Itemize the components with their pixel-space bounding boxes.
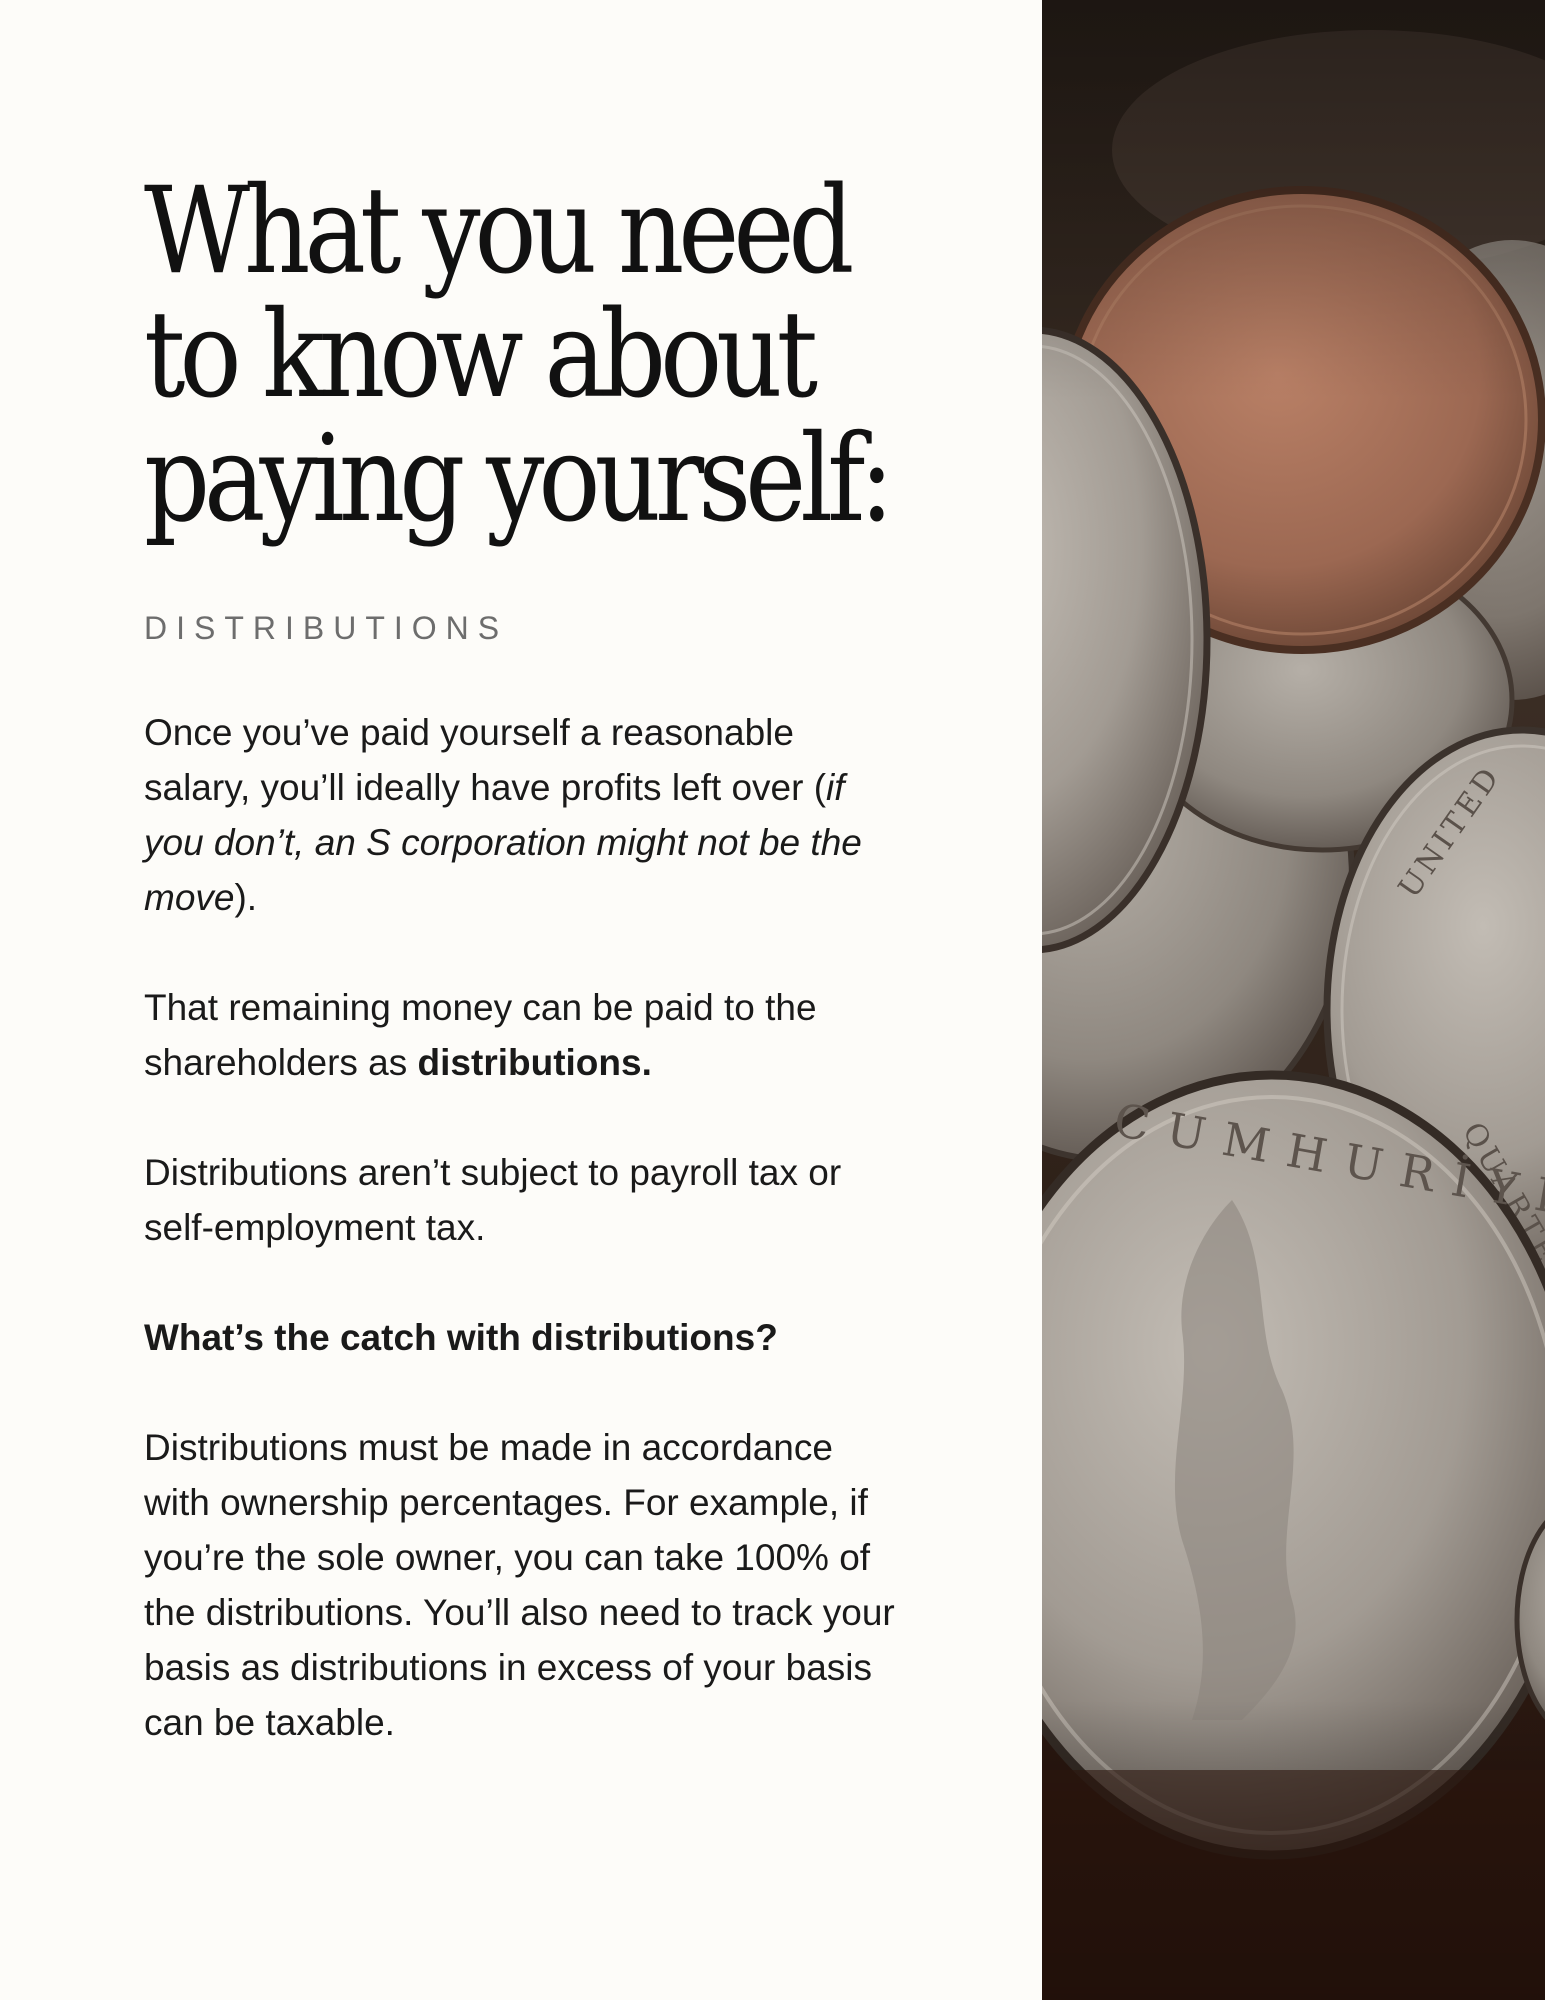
title-line-2: to know about: [144, 286, 813, 425]
paragraph-remaining-money-text: That remaining money can be paid to the shareholders as: [144, 987, 817, 1083]
paragraph-salary-italic: if you don’t, an S corporation might not be the move: [144, 767, 862, 918]
paragraph-salary-text: Once you’ve paid yourself a reasonable salary, you’ll ideally have profits left over (: [144, 712, 827, 808]
coins-photo: [1042, 0, 1545, 2000]
paragraph-salary: [144, 705, 904, 925]
catch-heading: [144, 1310, 904, 1365]
page-title: [144, 162, 889, 549]
paragraph-salary-end: ).: [234, 877, 258, 918]
body-copy: [144, 705, 904, 1805]
paragraph-remaining-money: [144, 980, 904, 1090]
photo-shading: [1042, 0, 1545, 2000]
distributions-keyword: distributions.: [417, 1042, 652, 1083]
catch-heading-text: What’s the catch with distributions?: [144, 1317, 778, 1358]
title-line-1: What you need: [144, 162, 849, 301]
title-line-3: paying yourself:: [144, 410, 889, 549]
paragraph-tax-exempt: Distributions aren’t subject to payroll tax or self-employment tax.: [144, 1152, 842, 1248]
section-label: DISTRIBUTIONS: [144, 610, 509, 646]
photo-bottom-fabric: [1042, 1770, 1545, 2000]
coins-illustration: [1042, 0, 1545, 2000]
paragraph-catch-details: Distributions must be made in accordance with ownership percentages. For example, if you’re the sole owner, you can take 100% of the distributions. You’ll also need to track your basis as distributions in excess of your basis can be taxable.: [144, 1427, 895, 1743]
text-column: [144, 162, 904, 1743]
